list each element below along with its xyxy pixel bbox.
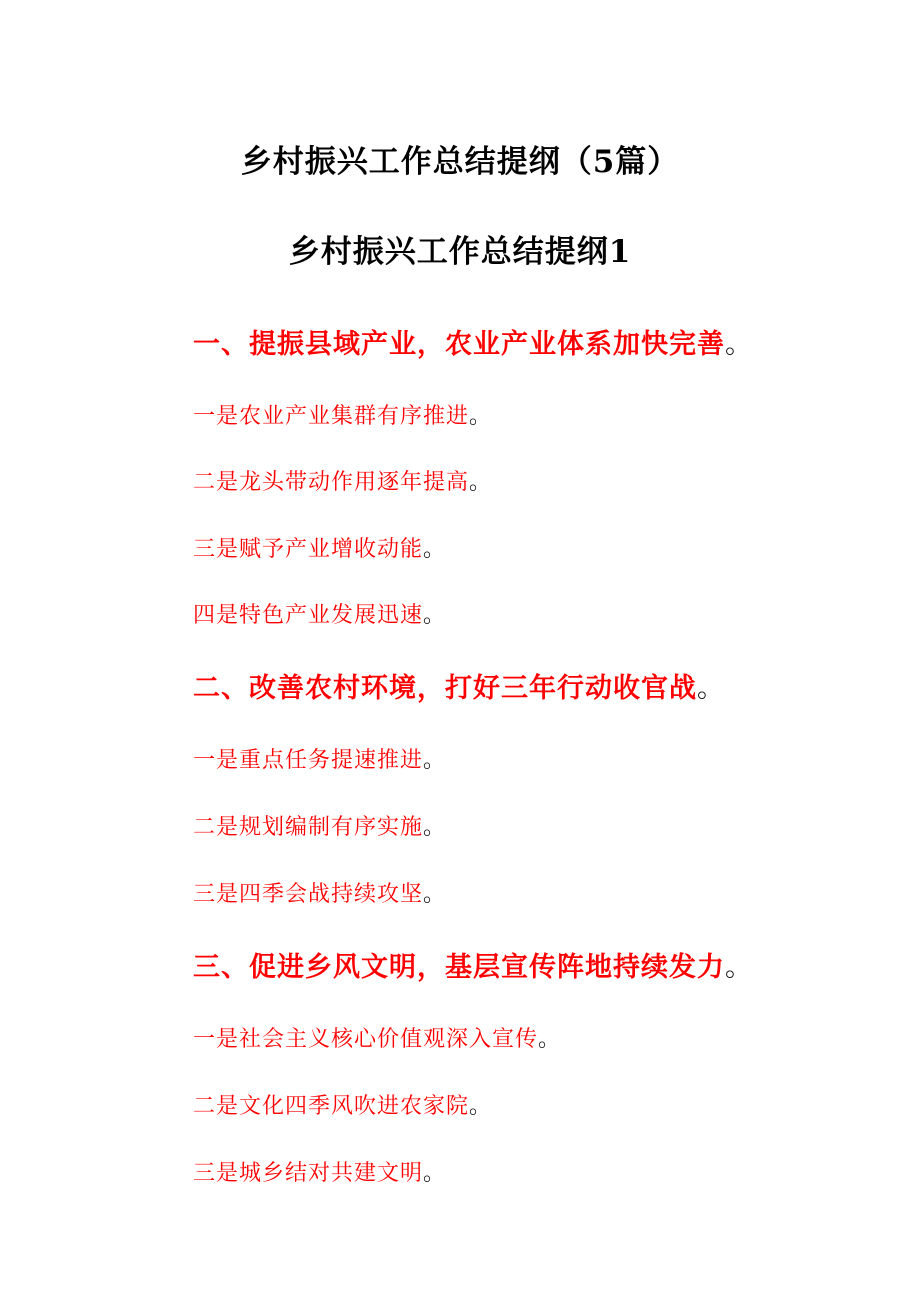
- item-period: 。: [423, 748, 447, 773]
- outline-item: [193, 402, 492, 432]
- item-text: 三是赋予产业增收动能: [193, 537, 424, 562]
- item-text: 四是特色产业发展迅速: [193, 603, 424, 628]
- outline-item: [193, 1159, 446, 1189]
- item-text: 一是重点任务提速推进: [193, 748, 424, 773]
- outline-heading-1: [193, 327, 753, 363]
- heading-text: 三、促进乡风文明，基层宣传阵地持续发力: [193, 952, 725, 983]
- item-period: 。: [423, 882, 447, 907]
- heading-period: 。: [697, 673, 725, 704]
- outline-item: [193, 535, 446, 565]
- item-period: 。: [469, 470, 493, 495]
- item-text: 二是文化四季风吹进农家院: [193, 1094, 470, 1119]
- outline-item: [193, 468, 492, 498]
- item-period: 。: [423, 537, 447, 562]
- item-text: 二是龙头带动作用逐年提高: [193, 470, 470, 495]
- heading-text: 一、提振县域产业，农业产业体系加快完善: [193, 329, 725, 360]
- item-period: 。: [423, 603, 447, 628]
- heading-text: 二、改善农村环境，打好三年行动收官战: [193, 673, 697, 704]
- outline-heading-2: [193, 671, 725, 707]
- outline-item: [193, 880, 446, 910]
- item-text: 三是四季会战持续攻坚: [193, 882, 424, 907]
- heading-period: 。: [725, 329, 753, 360]
- item-text: 三是城乡结对共建文明: [193, 1161, 424, 1186]
- item-text: 一是农业产业集群有序推进: [193, 404, 470, 429]
- item-text: 二是规划编制有序实施: [193, 815, 424, 840]
- item-period: 。: [469, 1094, 493, 1119]
- outline-item: [193, 1092, 492, 1122]
- outline-item: [193, 746, 446, 776]
- outline-heading-3: [193, 950, 753, 986]
- item-period: 。: [469, 404, 493, 429]
- item-period: 。: [423, 1161, 447, 1186]
- document-title: 乡村振兴工作总结提纲（5篇）: [240, 144, 680, 180]
- outline-item: [193, 813, 446, 843]
- section-title: 乡村振兴工作总结提纲1: [288, 234, 632, 270]
- item-text: 一是社会主义核心价值观深入宣传: [193, 1027, 539, 1052]
- item-period: 。: [423, 815, 447, 840]
- outline-item: [193, 601, 446, 631]
- outline-item: [193, 1025, 561, 1055]
- item-period: 。: [538, 1027, 562, 1052]
- heading-period: 。: [725, 952, 753, 983]
